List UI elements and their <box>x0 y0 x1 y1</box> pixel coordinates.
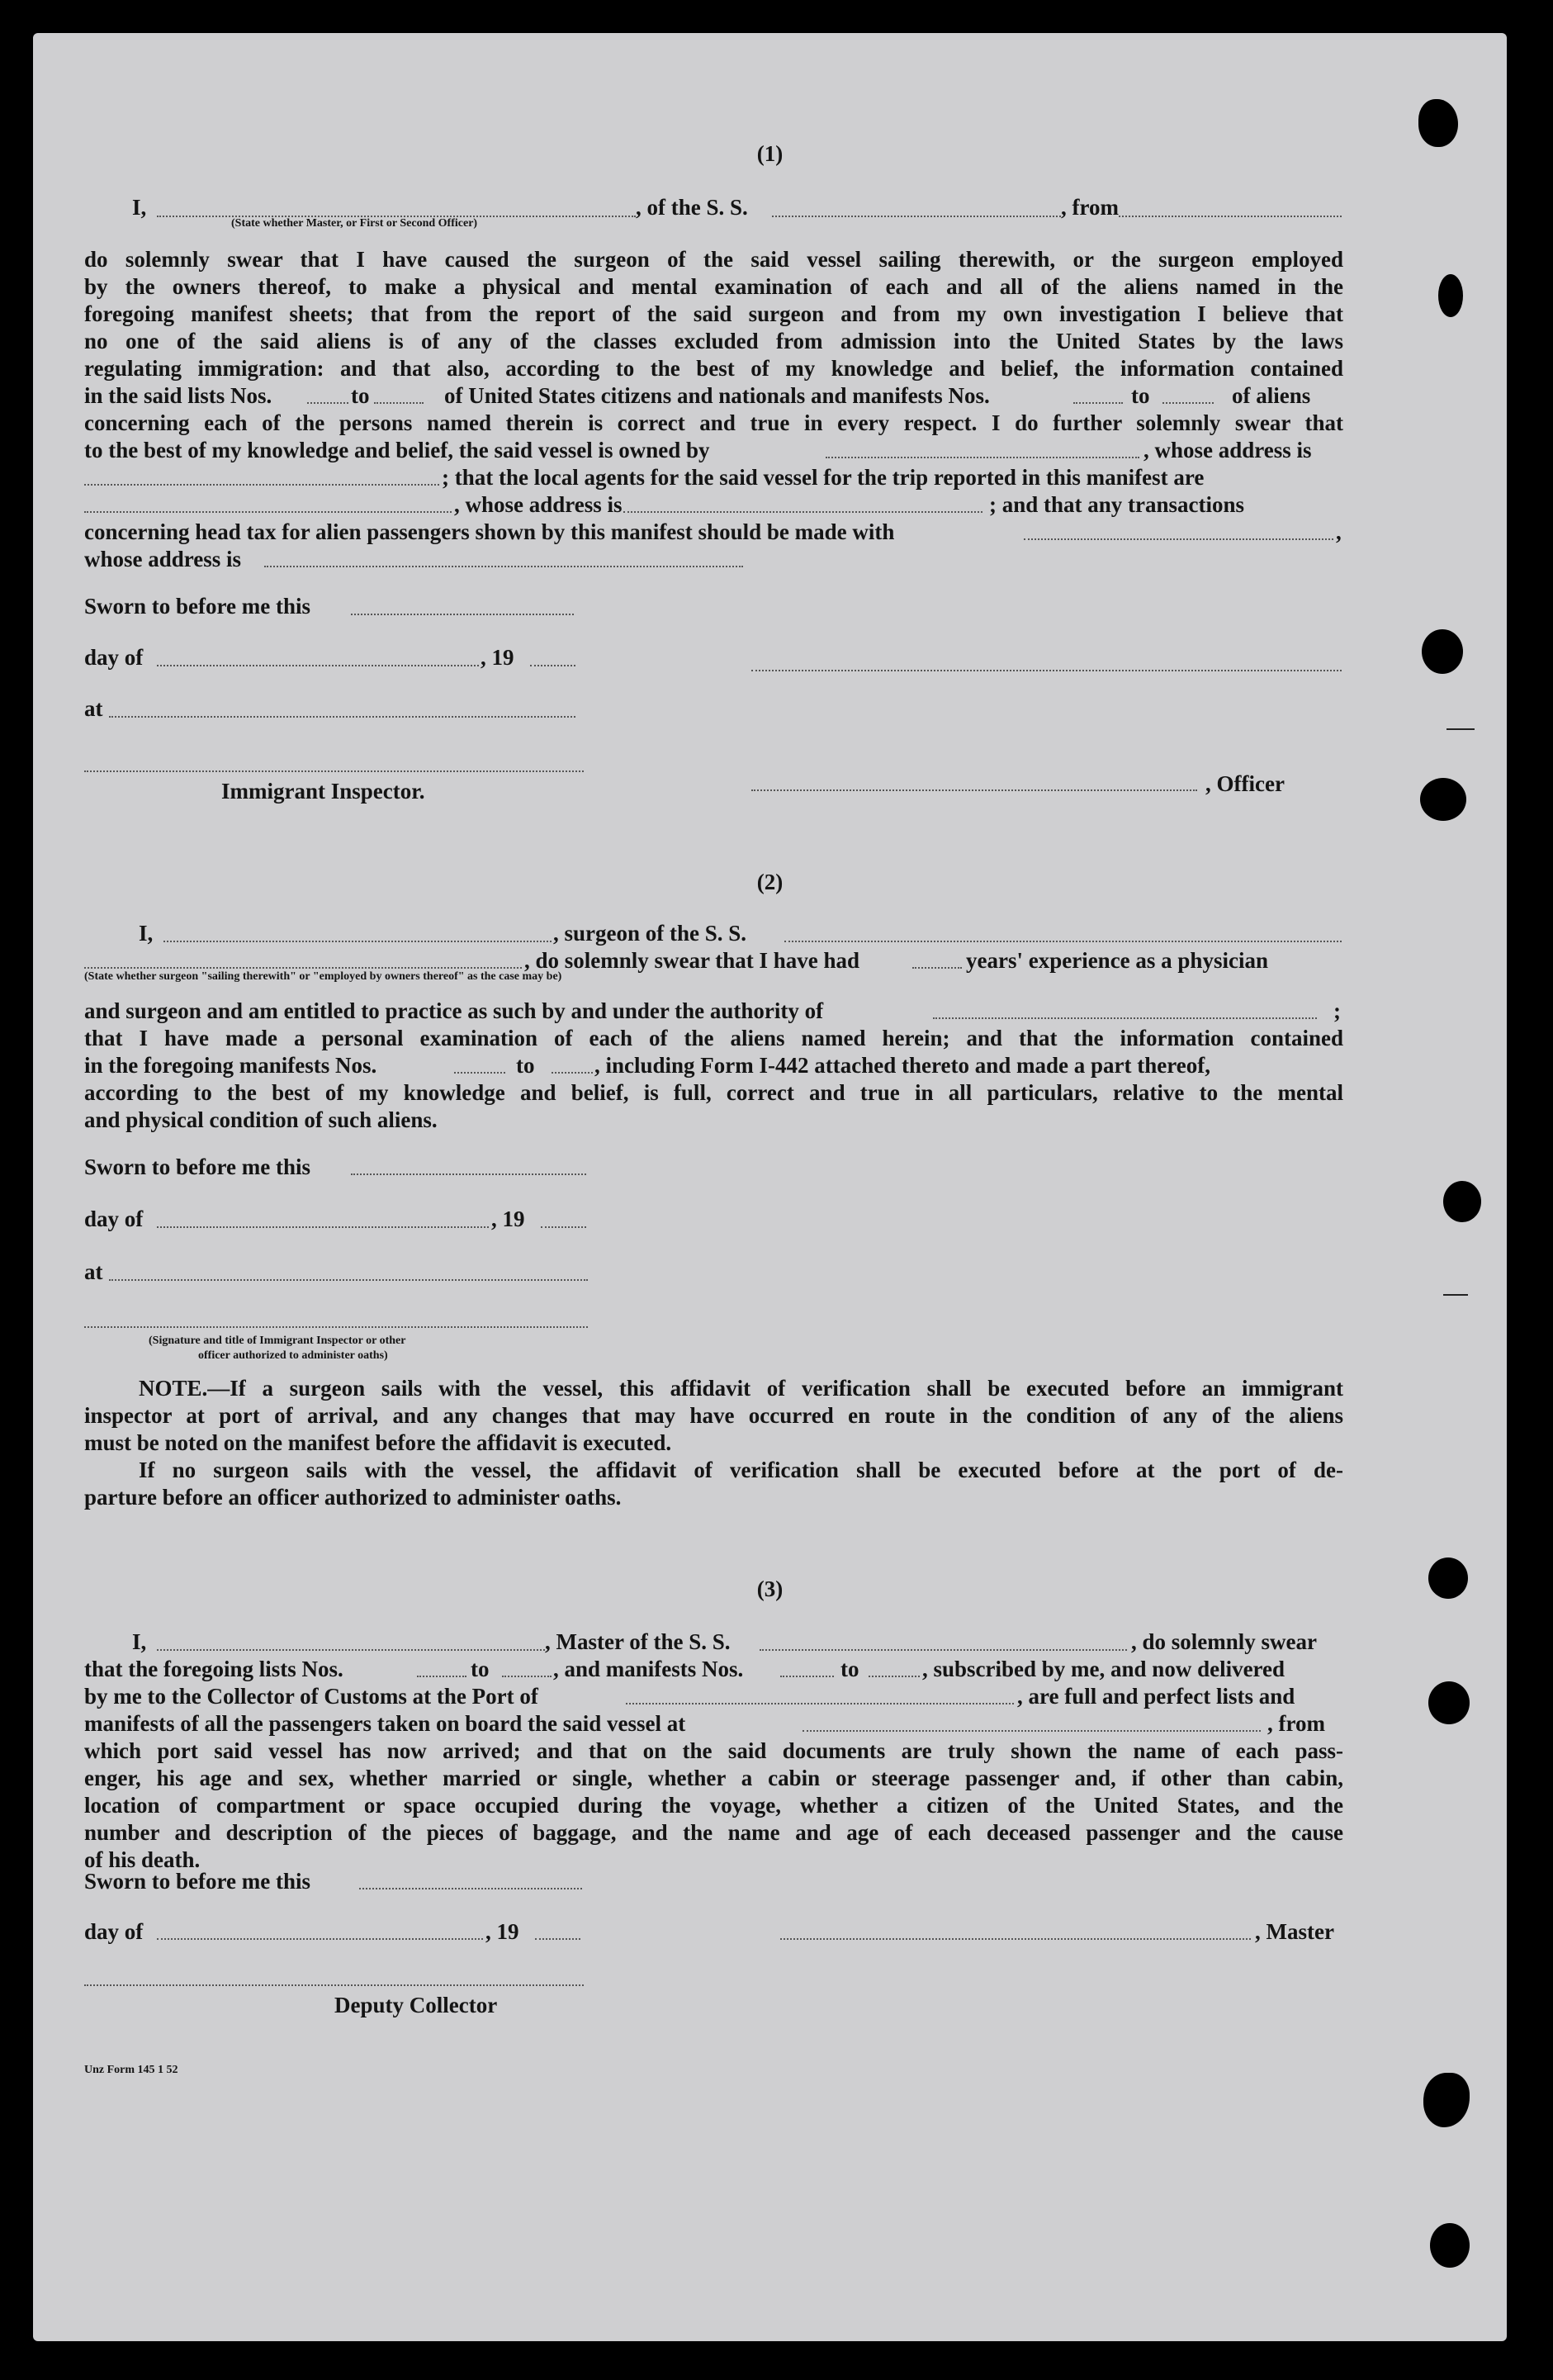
s1-citizens-label: of United States citizens and nationals and manifests Nos. <box>444 383 990 408</box>
s1-manifest-to-field[interactable] <box>1162 401 1214 404</box>
s2-sworn-date-field[interactable] <box>351 1173 586 1175</box>
s1-manifest-from-field[interactable] <box>1073 401 1123 404</box>
s1-owner-address-label: , whose address is <box>1143 438 1312 462</box>
s1-sworn-date-field[interactable] <box>351 613 574 615</box>
s2-authority-semicolon: ; <box>1333 998 1341 1023</box>
s1-vessel-name-field[interactable] <box>772 215 1061 217</box>
section-3-heading: (3) <box>756 1576 784 1601</box>
s1-line: concerning each of the persons named therein is correct and true in every respect. I do further solemnly swear that <box>84 410 1343 435</box>
note-line: inspector at port of arrival, and any changes that may have occurred en route in the condition of any of the aliens <box>84 1403 1343 1428</box>
s3-to1-label: to <box>471 1657 490 1681</box>
s3-master-signature-field[interactable] <box>780 1937 1251 1940</box>
s3-to2-label: to <box>840 1657 859 1681</box>
section-1-heading: (1) <box>756 141 784 166</box>
s1-transactions-label: ; and that any transactions <box>989 492 1245 517</box>
s1-month-field[interactable] <box>157 664 479 666</box>
s3-from-label: , from <box>1267 1711 1325 1736</box>
punch-hole <box>1428 1557 1468 1599</box>
s1-year-label: , 19 <box>481 645 514 670</box>
s2-dayof-label: day of <box>84 1207 144 1231</box>
s2-line: and physical condition of such aliens. <box>84 1107 438 1132</box>
s3-boarding-port-field[interactable] <box>803 1729 1261 1732</box>
s2-authority-field[interactable] <box>933 1017 1317 1019</box>
s3-sworn-label: Sworn to before me this <box>84 1869 310 1894</box>
s3-port-label: by me to the Collector of Customs at the Port of <box>84 1684 538 1709</box>
s1-line: by the owners thereof, to make a physical and mental examination of each and all of the aliens named in the <box>84 274 1343 299</box>
s1-agents-field[interactable] <box>84 510 452 513</box>
s1-whose-label: whose address is <box>84 547 242 571</box>
s3-year-field[interactable] <box>535 1937 580 1940</box>
form-number: Unz Form 145 1 52 <box>84 2064 178 2076</box>
s1-of-ss-label: , of the S. S. <box>636 195 748 220</box>
s2-line: according to the best of my knowledge and belief, is full, correct and true in all particulars, relative to the mental <box>84 1080 1343 1105</box>
s2-years-label: years' experience as a physician <box>966 948 1268 973</box>
s3-board-label: manifests of all the passengers taken on board the said vessel at <box>84 1711 686 1736</box>
s2-swear-label: , do solemnly swear that I have had <box>524 948 860 973</box>
s1-nos-label: in the said lists Nos. <box>84 383 272 408</box>
s1-line: do solemnly swear that I have caused the surgeon of the said vessel sailing therewith, or the surgeon employed <box>84 247 1343 272</box>
punch-hole <box>1443 1181 1481 1222</box>
s1-owned-label: to the best of my knowledge and belief, the said vessel is owned by <box>84 438 710 462</box>
s1-to2-label: to <box>1131 383 1150 408</box>
punch-hole <box>1430 2223 1470 2268</box>
form-page <box>33 33 1507 2341</box>
s1-i-label: I, <box>132 195 147 220</box>
s3-line: number and description of the pieces of baggage, and the name and age of each deceased passenger and the cause <box>84 1820 1343 1845</box>
s2-surgeon-label: , surgeon of the S. S. <box>553 921 747 946</box>
punch-hole <box>1423 2073 1470 2127</box>
s1-owner-address-field[interactable] <box>84 483 439 486</box>
s1-officer-label: , Officer <box>1205 771 1285 796</box>
s1-sworn-label: Sworn to before me this <box>84 594 310 619</box>
s1-headtax-label: concerning head tax for alien passengers shown by this manifest should be made with <box>84 519 895 544</box>
s1-inspector-label: Immigrant Inspector. <box>221 779 425 804</box>
s1-list-to-field[interactable] <box>374 401 424 404</box>
s1-line: no one of the said aliens is of any of the classes excluded from admission into the United States by the laws <box>84 329 1343 353</box>
s3-dayof-label: day of <box>84 1919 144 1944</box>
s1-at-label: at <box>84 696 103 721</box>
s1-agents-label: ; that the local agents for the said vessel for the trip reported in this manifest are <box>442 465 1205 490</box>
s1-at-field[interactable] <box>109 715 575 718</box>
s1-to-label: to <box>351 383 370 408</box>
s3-line: enger, his age and sex, whether married or single, whether a cabin or steerage passenger and, if other than cabin, <box>84 1766 1343 1790</box>
s1-agent-address-label: , whose address is <box>454 492 623 517</box>
s3-swear-label: , do solemnly swear <box>1131 1629 1317 1654</box>
s3-sworn-date-field[interactable] <box>359 1887 582 1889</box>
s1-year-field[interactable] <box>530 664 575 666</box>
s1-officer-signature-field[interactable] <box>751 669 1342 671</box>
s2-vessel-field[interactable] <box>784 940 1342 942</box>
edge-mark <box>1443 1294 1468 1296</box>
punch-hole <box>1438 274 1463 317</box>
s3-month-field[interactable] <box>157 1937 483 1940</box>
s3-vessel-field[interactable] <box>760 1648 1127 1651</box>
s3-manifest-from-field[interactable] <box>780 1675 834 1677</box>
s2-years-field[interactable] <box>912 966 962 969</box>
punch-hole <box>1418 99 1458 147</box>
s2-surgeon-name-field[interactable] <box>163 940 552 942</box>
s3-master-label: , Master of the S. S. <box>545 1629 731 1654</box>
s2-line: that I have made a personal examination of each of the aliens named herein; and that the information contained <box>84 1026 1343 1050</box>
s1-line: regulating immigration: and that also, according to the best of my knowledge and belief, the information contained <box>84 356 1343 381</box>
s2-signature-field[interactable] <box>84 1325 588 1328</box>
s2-year-field[interactable] <box>541 1226 586 1228</box>
punch-hole <box>1422 629 1463 674</box>
s3-list-to-field[interactable] <box>502 1675 552 1677</box>
s3-line: of his death. <box>84 1847 201 1872</box>
s3-collector-signature-field[interactable] <box>84 1984 584 1986</box>
s2-signature-caption: officer authorized to administer oaths) <box>198 1349 388 1362</box>
s1-owner-field[interactable] <box>826 456 1139 458</box>
s1-headtax-comma: , <box>1336 519 1342 544</box>
s2-surgeon-status-field[interactable] <box>84 966 522 969</box>
s3-collector-label: Deputy Collector <box>334 1993 498 2017</box>
s3-subscribed-label: , subscribed by me, and now delivered <box>922 1657 1285 1681</box>
s2-sworn-label: Sworn to before me this <box>84 1154 310 1179</box>
s1-officer-title-field[interactable] <box>751 789 1197 791</box>
s3-year-label: , 19 <box>485 1919 519 1944</box>
s1-line: foregoing manifest sheets; that from the report of the said surgeon and from my own investigation I believe that <box>84 301 1343 326</box>
s3-full-label: , are full and perfect lists and <box>1017 1684 1295 1709</box>
s2-manifest-to-field[interactable] <box>552 1071 593 1074</box>
s1-aliens-label: of aliens <box>1232 383 1311 408</box>
s1-headtax-address-field[interactable] <box>264 565 743 567</box>
s1-list-from-field[interactable] <box>307 401 348 404</box>
s2-status-caption: (State whether surgeon "sailing therewith" or "employed by owners thereof" as the case may be) <box>84 970 562 983</box>
note-line: parture before an officer authorized to administer oaths. <box>84 1485 622 1510</box>
s3-manifests-label: , and manifests Nos. <box>553 1657 744 1681</box>
s3-manifest-to-field[interactable] <box>869 1675 920 1677</box>
note-line: NOTE.—If a surgeon sails with the vessel, this affidavit of verification shall be executed before an immigrant <box>139 1376 1343 1401</box>
s2-signature-caption: (Signature and title of Immigrant Inspector or other <box>149 1335 406 1347</box>
s2-year-label: , 19 <box>491 1207 525 1231</box>
s1-agent-address-field[interactable] <box>623 510 982 513</box>
punch-hole <box>1428 1681 1470 1724</box>
s2-nos-label: in the foregoing manifests Nos. <box>84 1053 377 1078</box>
section-2-heading: (2) <box>756 870 784 894</box>
s1-from-label: , from <box>1061 195 1119 220</box>
s3-i-label: I, <box>132 1629 147 1654</box>
note-line: If no surgeon sails with the vessel, the affidavit of verification shall be executed before at the port of de- <box>139 1458 1343 1482</box>
s2-at-field[interactable] <box>109 1278 588 1281</box>
note-line: must be noted on the manifest before the affidavit is executed. <box>84 1430 672 1455</box>
s2-manifest-from-field[interactable] <box>454 1071 505 1074</box>
s2-at-label: at <box>84 1259 103 1284</box>
s3-line: which port said vessel has now arrived; and that on the said documents are truly shown the name of each pass- <box>84 1738 1343 1763</box>
s3-master-name-field[interactable] <box>157 1648 545 1651</box>
punch-hole <box>1420 778 1466 821</box>
s1-officer-caption: (State whether Master, or First or Second Officer) <box>231 217 478 230</box>
s3-master-title: , Master <box>1255 1919 1334 1944</box>
s2-form-label: , including Form I-442 attached thereto and made a part thereof, <box>594 1053 1210 1078</box>
s1-dayof-label: day of <box>84 645 144 670</box>
edge-mark <box>1446 728 1475 730</box>
s1-from-port-field[interactable] <box>1119 215 1342 217</box>
s2-month-field[interactable] <box>157 1226 489 1228</box>
s1-inspector-signature-field[interactable] <box>84 770 584 772</box>
s3-port-field[interactable] <box>626 1702 1014 1704</box>
s2-to-label: to <box>516 1053 535 1078</box>
s3-list-from-field[interactable] <box>417 1675 466 1677</box>
s1-headtax-field[interactable] <box>1024 538 1333 540</box>
s3-line: location of compartment or space occupied during the voyage, whether a citizen of the United States, and the <box>84 1793 1343 1818</box>
s2-i-label: I, <box>139 921 154 946</box>
s3-lists-label: that the foregoing lists Nos. <box>84 1657 343 1681</box>
s2-authority-label: and surgeon and am entitled to practice as such by and under the authority of <box>84 998 824 1023</box>
